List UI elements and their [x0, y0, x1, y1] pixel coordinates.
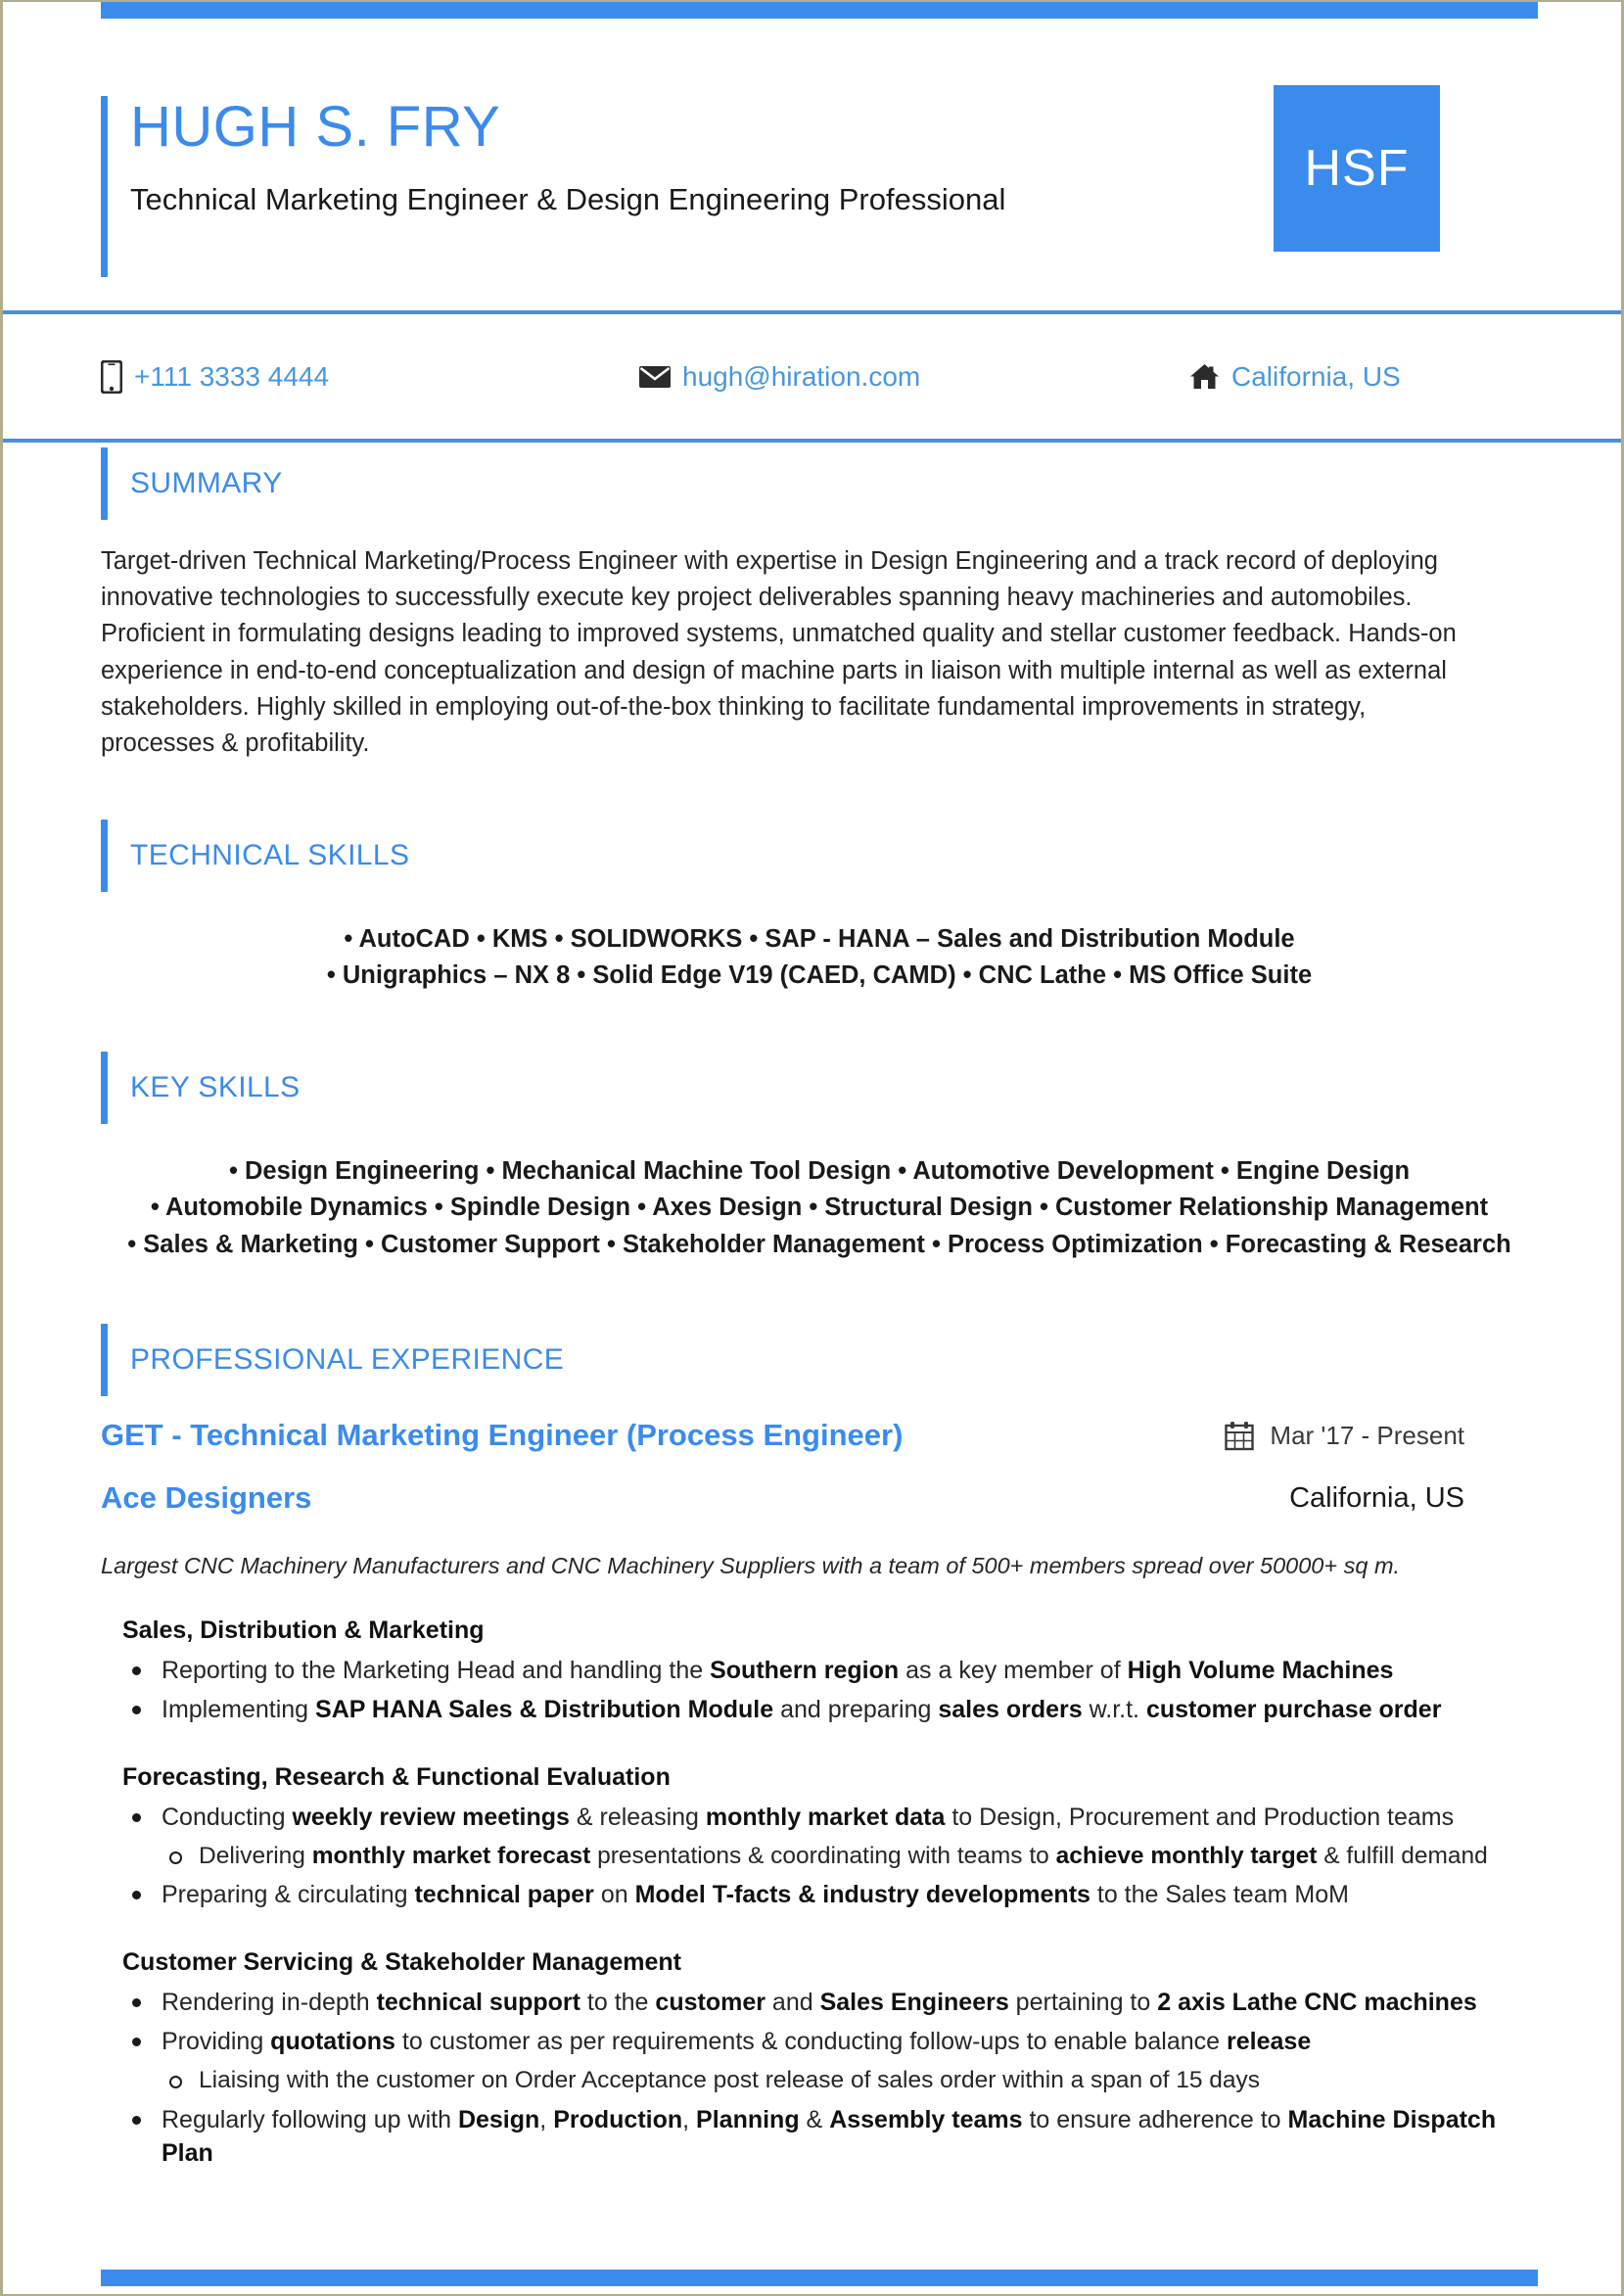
section-key-skills — [101, 1052, 1538, 1263]
experience-sub-bullet: Liaising with the customer on Order Acceptance post release of sales order within a span of 15 days — [101, 2064, 1538, 2096]
experience-company: Ace Designers — [101, 1480, 312, 1515]
bottom-accent-bar — [101, 2270, 1538, 2286]
experience-bullet-list — [101, 1654, 1538, 1726]
technical-skills-title: TECHNICAL SKILLS — [130, 839, 410, 871]
contact-phone[interactable] — [101, 360, 329, 394]
email-value: hugh@hiration.com — [682, 360, 921, 392]
experience-date-text: Mar '17 - Present — [1270, 1420, 1464, 1450]
section-summary — [101, 447, 1538, 762]
calendar-icon — [1225, 1421, 1254, 1451]
contact-strip — [3, 310, 1621, 443]
key-skills-accent-bar — [101, 1052, 108, 1124]
technical-skills-accent-bar — [101, 820, 108, 892]
experience-role-row — [101, 1418, 1538, 1453]
key-skills-heading — [101, 1052, 1538, 1124]
technical-skills-line: • Unigraphics – NX 8 • Solid Edge V19 (CAED, CAMD) • CNC Lathe • MS Office Suite — [326, 961, 1313, 990]
contact-email[interactable] — [639, 361, 920, 393]
home-icon — [1189, 363, 1220, 390]
experience-tagline: Largest CNC Machinery Manufacturers and CNC Machinery Suppliers with a team of 500+ members spread over 50000+ sq m. — [101, 1553, 1401, 1578]
location-value: California, US — [1231, 360, 1401, 392]
technical-skills-list — [101, 921, 1538, 995]
experience-group-title: Customer Servicing & Stakeholder Management — [122, 1948, 681, 1977]
experience-group-title: Forecasting, Research & Functional Evaluation — [122, 1763, 671, 1791]
experience-date — [1225, 1421, 1538, 1451]
top-accent-bar — [101, 2, 1538, 19]
experience-bullet: Reporting to the Marketing Head and handling the Southern region as a key member of High Volume Machines — [101, 1654, 1538, 1687]
experience-bullet: Regularly following up with Design, Production, Planning & Assembly teams to ensure adherence to Machine Dispatch Plan — [101, 2103, 1538, 2170]
experience-groups — [101, 1617, 1538, 2170]
experience-bullet: Implementing SAP HANA Sales & Distribution Module and preparing sales orders w.r.t. customer purchase order — [101, 1693, 1538, 1726]
experience-title: PROFESSIONAL EXPERIENCE — [130, 1343, 565, 1376]
summary-title: SUMMARY — [130, 467, 283, 499]
experience-bullet: Rendering in-depth technical support to the customer and Sales Engineers pertaining to 2 axis Lathe CNC machines — [101, 1986, 1538, 2019]
summary-accent-bar — [101, 447, 108, 520]
experience-group — [101, 1948, 1538, 2169]
technical-skills-heading — [101, 820, 1538, 892]
experience-company-row — [101, 1480, 1538, 1516]
resume-header — [3, 61, 1621, 310]
candidate-headline: Technical Marketing Engineer & Design Engineering Professional — [130, 181, 1006, 216]
experience-accent-bar — [101, 1324, 108, 1396]
candidate-name: HUGH S. FRY — [130, 95, 501, 159]
key-skills-title: KEY SKILLS — [130, 1071, 301, 1103]
contact-location[interactable] — [1189, 361, 1401, 393]
experience-bullet-list — [101, 1801, 1538, 1911]
mobile-phone-icon — [101, 360, 122, 394]
experience-role: GET - Technical Marketing Engineer (Process Engineer) — [101, 1418, 904, 1452]
experience-location: California, US — [1289, 1481, 1464, 1514]
section-professional-experience — [101, 1324, 1538, 2176]
summary-heading — [101, 447, 1538, 520]
experience-group — [101, 1617, 1538, 1726]
technical-skills-line: • AutoCAD • KMS • SOLIDWORKS • SAP - HANA – Sales and Distribution Module — [344, 925, 1295, 953]
key-skills-line: • Design Engineering • Mechanical Machine Tool Design • Automotive Development • Engine Design — [228, 1157, 1411, 1185]
experience-bullet: Conducting weekly review meetings & releasing monthly market data to Design, Procurement and Production teams — [101, 1801, 1538, 1834]
experience-sub-bullet: Delivering monthly market forecast presentations & coordinating with teams to achieve monthly target & fulfill demand — [101, 1840, 1538, 1872]
experience-bullet: Providing quotations to customer as per requirements & conducting follow-ups to enable balance release — [101, 2025, 1538, 2058]
experience-heading — [101, 1324, 1538, 1396]
monogram-badge: HSF — [1274, 85, 1440, 252]
experience-bullet-list — [101, 1986, 1538, 2169]
header-accent-bar — [101, 96, 108, 277]
key-skills-line: • Automobile Dynamics • Spindle Design • Axes Design • Structural Design • Customer Relationship Management — [150, 1194, 1489, 1222]
experience-group-title: Sales, Distribution & Marketing — [122, 1617, 485, 1644]
section-technical-skills — [101, 820, 1538, 995]
key-skills-list — [101, 1153, 1538, 1263]
summary-body: Target-driven Technical Marketing/Process Engineer with expertise in Design Engineering and a track record of deploying innovative technologies to successfully execute key project deliverables spanning heavy machineries and automobiles. Proficient in formulating designs leading to improved systems, unmatched quality and stellar customer feedback. Hands-on experience in end-to-end conceptualization and design of machine parts in liaison with multiple internal as well as external stakeholders. Highly skilled in employing out-of-the-box thinking to facilitate fundamental improvements in strategy, processes & profitability. — [101, 547, 1457, 758]
experience-group — [101, 1763, 1538, 1911]
phone-value: +111 3333 4444 — [134, 360, 330, 392]
experience-bullet: Preparing & circulating technical paper on Model T-facts & industry developments to the Sales team MoM — [101, 1878, 1538, 1911]
name-block — [101, 61, 1005, 217]
key-skills-line: • Sales & Marketing • Customer Support • Stakeholder Management • Process Optimization • Forecasting & Research — [127, 1230, 1511, 1258]
envelope-icon — [639, 365, 671, 389]
